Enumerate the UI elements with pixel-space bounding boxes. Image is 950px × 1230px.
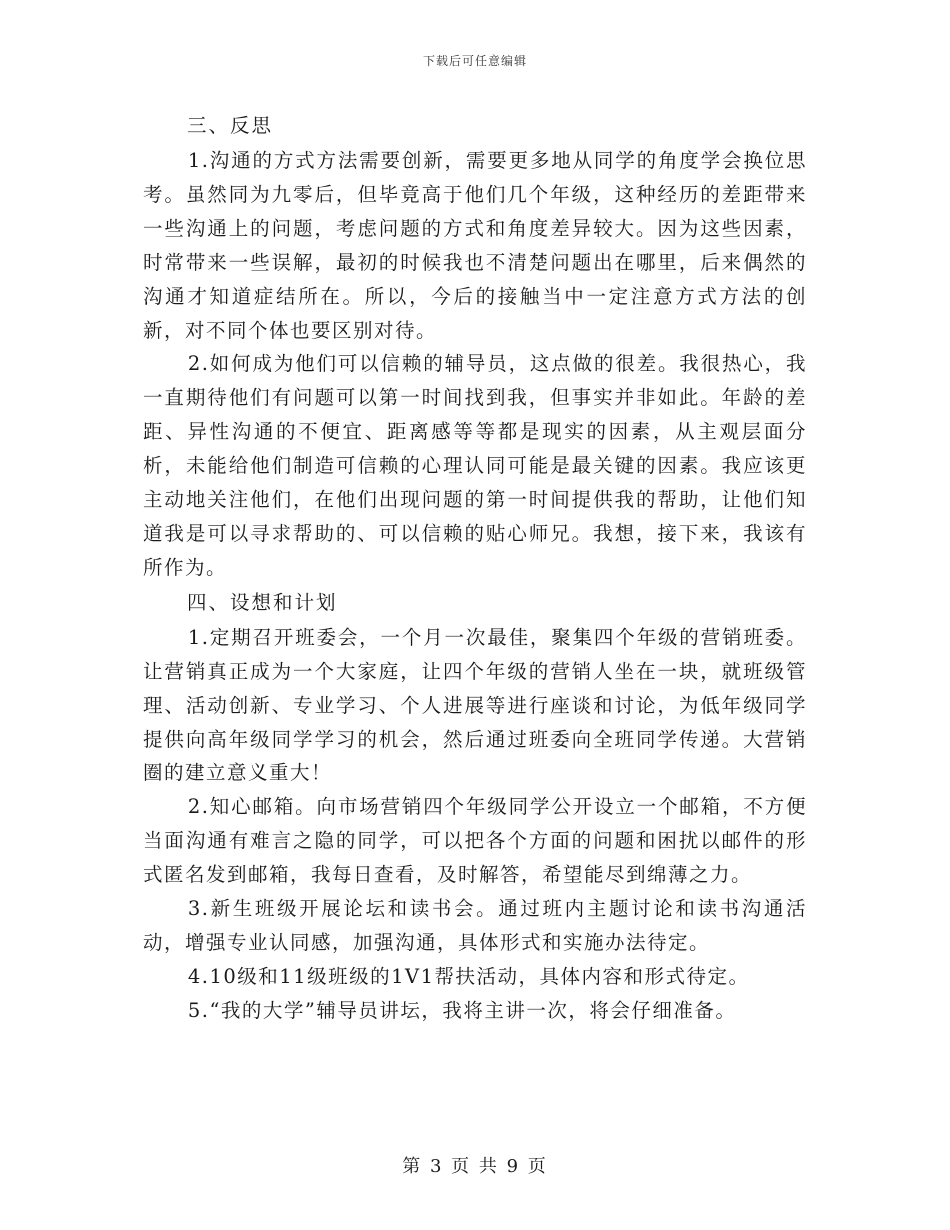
section-heading-plan: 四、设想和计划	[187, 590, 338, 614]
paragraph-plan-1: 1.定期召开班委会，一个月一次最佳，聚集四个年级的营销班委。让营销真正成为一个大家庭，让四个年级的营销人坐在一块，就班级管理、活动创新、专业学习、个人进展等进行座谈和讨论，为低年级同学提供向高年级同学学习的机会，然后通过班委向全班同学传递。大营销圈的建立意义重大！	[143, 625, 807, 785]
paragraph-plan-3: 3.新生班级开展论坛和读书会。通过班内主题讨论和读书沟通活动，增强专业认同感，加强沟通，具体形式和实施办法待定。	[143, 897, 807, 954]
page-header: 下载后可任意编辑	[422, 54, 527, 68]
page-number: 第 3 页 共 9 页	[402, 1156, 548, 1177]
paragraph-plan-5: 5.“我的大学”辅导员讲坛，我将主讲一次，将会仔细准备。	[187, 998, 737, 1022]
paragraph-reflection-1: 1.沟通的方式方法需要创新，需要更多地从同学的角度学会换位思考。虽然同为九零后，但毕竟高于他们几个年级，这种经历的差距带来一些沟通上的问题，考虑问题的方式和角度差异较大。因为这些因素，时常带来一些误解，最初的时候我也不清楚问题出在哪里，后来偶然的沟通才知道症结所在。所以，今后的接触当中一定注意方式方法的创新，对不同个体也要区别对待。	[143, 149, 807, 342]
paragraph-plan-2: 2.知心邮箱。向市场营销四个年级同学公开设立一个邮箱，不方便当面沟通有难言之隐的同学，可以把各个方面的问题和困扰以邮件的形式匿名发到邮箱，我每日查看，及时解答，希望能尽到绵薄之力。	[143, 795, 807, 887]
section-heading-reflection: 三、反思	[187, 114, 274, 137]
document-body	[143, 108, 807, 1028]
paragraph-reflection-2: 2.如何成为他们可以信赖的辅导员，这点做的很差。我很热心，我一直期待他们有问题可以第一时间找到我，但事实并非如此。年龄的差距、异性沟通的不便宜、距离感等等都是现实的因素，从主观层面分析，未能给他们制造可信赖的心理认同可能是最关键的因素。我应该更主动地关注他们，在他们出现问题的第一时间提供我的帮助，让他们知道我是可以寻求帮助的、可以信赖的贴心师兄。我想，接下来，我该有所作为。	[143, 352, 807, 579]
paragraph-plan-4: 4.10级和11级班级的1V1帮扶活动，具体内容和形式待定。	[187, 964, 750, 988]
